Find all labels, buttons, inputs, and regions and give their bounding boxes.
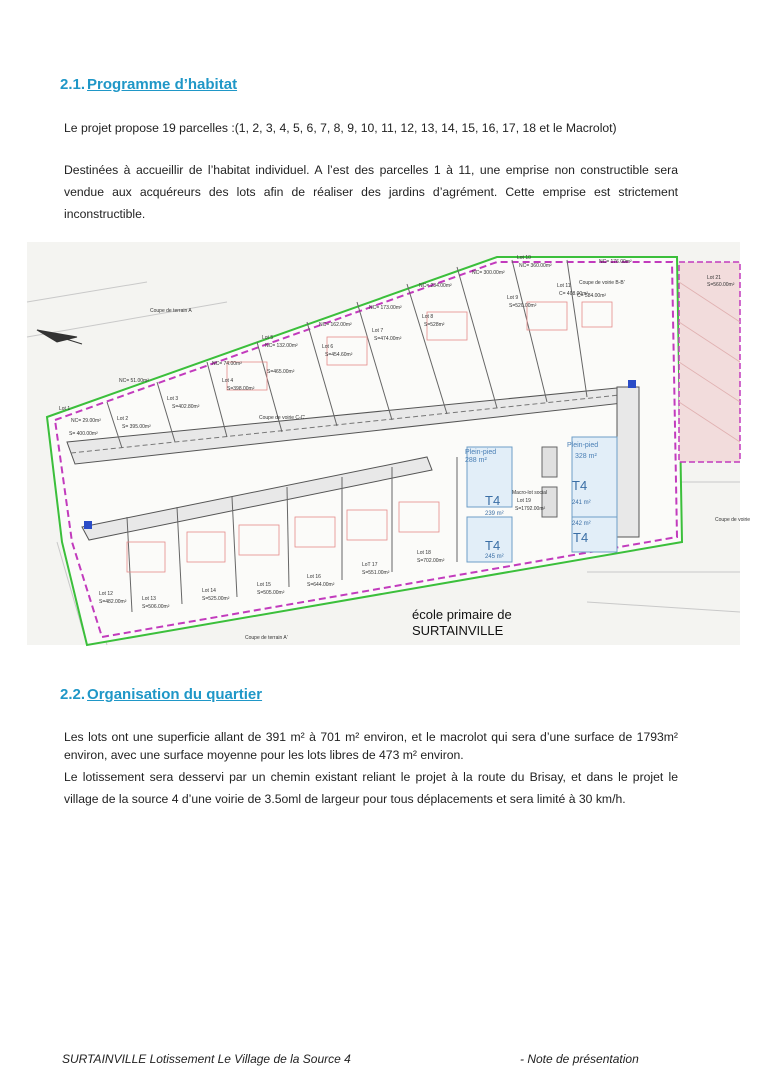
lot-label: Lot 5 (262, 335, 274, 341)
lot-area: S=525.00m² (202, 596, 230, 602)
nc-label: NC= 234.00m² (419, 283, 452, 289)
nc-label: NC= 51.00m² (119, 378, 149, 384)
lot-label: LoT 17 (362, 562, 378, 568)
nc-label: NC= 74.00m² (212, 361, 242, 367)
paragraph-parcelles: Le projet propose 19 parcelles :(1, 2, 3, 4, 5, 6, 7, 8, 9, 10, 11, 12, 13, 14, 15, 16, 17, 18 et le Macrolot) (64, 121, 617, 135)
section-heading-organisation: 2.2. Organisation du quartier (60, 686, 263, 703)
lot-label: Lot 15 (257, 582, 271, 588)
lot-label: Lot 13 (142, 596, 156, 602)
lot-area: S=520.00m² (509, 303, 537, 309)
nc-label: C= 584.00m² (577, 293, 607, 299)
nc-label: NC= 29.00m² (71, 418, 101, 424)
lot-area: S=702.00m² (417, 558, 445, 564)
section-label: Coupe de voirie B-B' (579, 280, 625, 286)
building-area: 241 m² (572, 500, 591, 506)
paragraph-desserte: Le lotissement sera desservi par un chemin existant reliant le projet à la route du Brisay, et dans le projet le village de la source 4 d’une voirie de 3.5oml de largeur pour tous déplacements et sera limité à 30 km/h. (64, 770, 678, 806)
school-label-line2: SURTAINVILLE (412, 623, 504, 638)
building-area: 245 m² (485, 554, 504, 560)
lot-label: Lot 12 (99, 591, 113, 597)
site-plan-drawing (27, 242, 751, 645)
lot-area: S=402.80m² (172, 404, 200, 410)
building-area: 242 m² (572, 521, 591, 527)
plein-pied-area: 328 m² (575, 453, 597, 460)
building-type: T4 (572, 478, 588, 493)
lot-area: S= 400.00m² (69, 431, 98, 437)
school-label-line1: école primaire de (412, 607, 512, 622)
lot-area: S=465.00m² (267, 369, 295, 375)
lot-label: Lot 8 (422, 314, 434, 320)
lot-label: Lot 4 (222, 378, 234, 384)
lot-label: Lot 2 (117, 416, 129, 422)
lot-area: S=551.00m² (362, 570, 390, 576)
lot-label: Lot 14 (202, 588, 216, 594)
lot-area: S=528m² (424, 322, 445, 328)
plein-pied-area: 288 m² (465, 457, 487, 464)
lot-area: NC= 360.00m² (519, 263, 552, 269)
lot-area: S=506.00m² (142, 604, 170, 610)
section-label: Coupe de terrain A' (245, 635, 288, 641)
plein-pied-label: Plein-pied (465, 449, 497, 456)
lot-label: Lot 9 (507, 295, 519, 301)
nc-label: NC= 176.00m² (599, 259, 632, 265)
building-area: 239 m² (485, 511, 504, 517)
lot-area: S= 395.00m² (122, 424, 151, 430)
lot-area: C= 408.00m² (559, 291, 589, 297)
macrolot-area: S=1792.00m² (515, 506, 546, 512)
lot-label: Lot 3 (167, 396, 179, 402)
lot-area: S=560.00m² (707, 282, 735, 288)
nc-label: NC= 162.00m² (319, 322, 352, 328)
section-label: Coupe de voirie C-C' (259, 415, 306, 421)
section-label: Coupe de terrain A (150, 308, 192, 314)
lot-area: S=644.00m² (307, 582, 335, 588)
section-label: Coupe de voirie (715, 517, 751, 523)
plein-pied-label: Plein-pied (567, 442, 599, 449)
section-heading-programme: 2.1. Programme d’habitat (60, 76, 238, 93)
nc-label: NC= 300.00m² (472, 270, 505, 276)
paragraph-habitat: Destinées à accueillir de l’habitat individuel. A l’est des parcelles 1 à 11, une emprise non constructible sera vendue aux acquéreurs des lots afin de réaliser des jardins d’agrément. Cette emprise est strictement inconstructible. (64, 163, 678, 221)
lot-label: Lot 18 (417, 550, 431, 556)
lot-label: Lot 21 (707, 275, 721, 281)
lot-area: S=474.00m² (374, 336, 402, 342)
footer-left: SURTAINVILLE Lotissement Le Village de la Source 4 (62, 1052, 351, 1066)
macrolot-sub: Lot 19 (517, 498, 531, 504)
lot-label: Lot 7 (372, 328, 384, 334)
lot-area: S=505.00m² (257, 590, 285, 596)
macrolot-label: Macro-lot social (512, 490, 548, 496)
lot-label: Lot 1 (59, 406, 71, 412)
footer-right: - Note de présentation (520, 1052, 639, 1066)
lot-area: S=398.00m² (227, 386, 255, 392)
nc-label: NC= 173.00m² (369, 305, 402, 311)
lot-area: S=482.00m² (99, 599, 127, 605)
building-type: T4 (573, 530, 589, 545)
site-plan (27, 242, 751, 645)
lot-label: Lot 6 (322, 344, 334, 350)
lot-area: S=454.60m² (325, 352, 353, 358)
nc-label: NC= 132.00m² (265, 343, 298, 349)
building-type: T4 (485, 493, 501, 508)
lot-label: Lot 10 (517, 255, 531, 261)
paragraph-superficie: Les lots ont une superficie allant de 391 m² à 701 m² environ, et le macrolot qui sera d’une surface de 1793m² environ, avec une surface moyenne pour les lots libres de 473 m² environ. (64, 730, 678, 762)
lot-label: Lot 11 (557, 283, 571, 289)
lot-label: Lot 16 (307, 574, 321, 580)
building-type: T4 (485, 538, 501, 553)
